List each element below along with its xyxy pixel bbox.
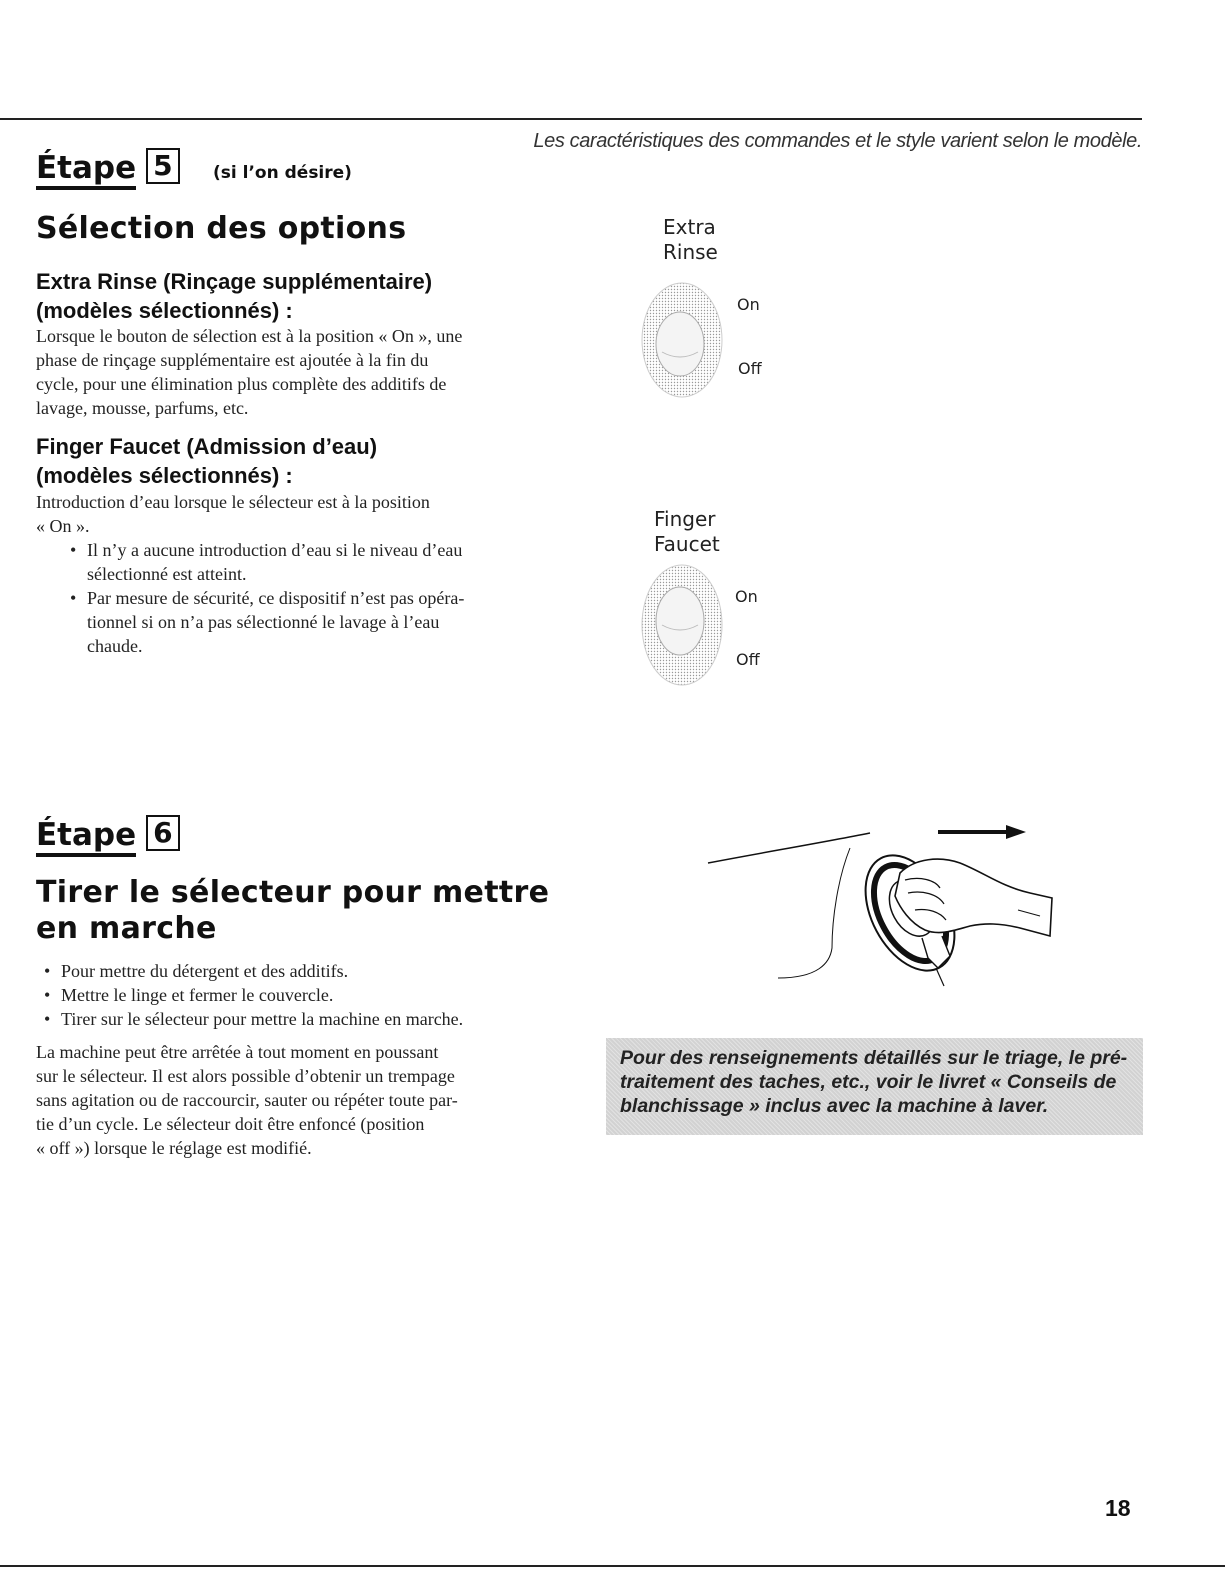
step6-title-line2: en marche (36, 911, 217, 946)
step6-heading (36, 815, 180, 853)
step6-bullets (36, 959, 576, 1031)
extra-rinse-heading (36, 267, 432, 325)
finger-faucet-heading (36, 432, 377, 490)
step5-heading (36, 148, 180, 186)
model-note: Les caractéristiques des commandes et le style varient selon le modèle. (533, 130, 1142, 152)
extra-rinse-heading-line1: Extra Rinse (Rinçage supplémentaire) (36, 269, 433, 294)
step6-body-line: sans agitation ou de raccourcir, sauter ou répéter toute par- (36, 1090, 458, 1110)
extra-rinse-heading-line2: (modèles sélectionnés) : (36, 298, 293, 323)
step5-qualifier: (si l’on désire) (213, 163, 352, 183)
step5-number: 5 (146, 148, 179, 184)
finger-faucet-body-line: « On ». (36, 516, 90, 536)
dial-title-line: Finger (654, 507, 716, 531)
finger-faucet-body (36, 490, 566, 538)
list-item (62, 586, 562, 658)
laundry-tips-note (606, 1038, 1143, 1135)
dial-title-line: Extra (663, 215, 716, 239)
step5-title: Sélection des options (36, 211, 407, 246)
step6-title (36, 875, 549, 947)
bullet-line: sélectionné est atteint. (87, 564, 247, 584)
bullet-line: tionnel si on n’a pas sélectionné le lavage à l’eau (87, 612, 440, 632)
note-line: blanchissage » inclus avec la machine à laver. (620, 1095, 1049, 1117)
finger-faucet-heading-line1: Finger Faucet (Admission d’eau) (36, 434, 378, 459)
list-item: • Pour mettre du détergent et des additifs. (36, 959, 576, 983)
finger-faucet-off-label: Off (736, 650, 760, 669)
step6-body-line: La machine peut être arrêtée à tout moment en poussant (36, 1042, 439, 1062)
extra-rinse-dial-icon[interactable] (640, 282, 740, 402)
extra-rinse-body-line: cycle, pour une élimination plus complète des additifs de (36, 374, 447, 394)
dial-title-line: Rinse (663, 240, 718, 264)
extra-rinse-dial-title (663, 215, 718, 265)
top-rule (0, 118, 1142, 120)
extra-rinse-body-line: phase de rinçage supplémentaire est ajoutée à la fin du (36, 350, 429, 370)
list-item: • Tirer sur le sélecteur pour mettre la machine en marche. (36, 1007, 576, 1031)
bullet-line: • Par mesure de sécurité, ce dispositif n’est pas opéra- (87, 588, 465, 608)
extra-rinse-off-label: Off (738, 359, 762, 378)
step6-body-line: sur le sélecteur. Il est alors possible d’obtenir un trempage (36, 1066, 455, 1086)
finger-faucet-heading-line2: (modèles sélectionnés) : (36, 463, 293, 488)
finger-faucet-on-label: On (735, 587, 758, 606)
bullet-line: chaude. (87, 636, 143, 656)
step6-number: 6 (146, 815, 179, 851)
extra-rinse-body-line: Lorsque le bouton de sélection est à la position « On », une (36, 326, 463, 346)
list-item: • Mettre le linge et fermer le couvercle. (36, 983, 576, 1007)
finger-faucet-bullets (62, 538, 562, 658)
extra-rinse-body (36, 324, 566, 420)
step5-word: Étape (36, 150, 136, 190)
finger-faucet-dial-icon[interactable] (638, 563, 738, 691)
step6-word: Étape (36, 817, 136, 857)
note-line: Pour des renseignements détaillés sur le triage, le pré- (620, 1047, 1128, 1069)
step6-body-line: « off ») lorsque le réglage est modifié. (36, 1138, 312, 1158)
pull-arrow-head (1006, 825, 1026, 839)
step6-body (36, 1040, 576, 1160)
finger-faucet-body-line: Introduction d’eau lorsque le sélecteur est à la position (36, 492, 430, 512)
step6-body-line: tie d’un cycle. Le sélecteur doit être enfoncé (position (36, 1114, 425, 1134)
hand-pulling-knob-illustration (700, 818, 1070, 993)
bullet-line: • Il n’y a aucune introduction d’eau si le niveau d’eau (87, 540, 463, 560)
bottom-rule (0, 1565, 1225, 1567)
note-line: traitement des taches, etc., voir le livret « Conseils de (620, 1071, 1117, 1093)
step6-title-line1: Tirer le sélecteur pour mettre (36, 875, 550, 910)
finger-faucet-dial-title (654, 507, 720, 557)
extra-rinse-body-line: lavage, mousse, parfums, etc. (36, 398, 249, 418)
page-number: 18 (1105, 1495, 1131, 1521)
list-item (62, 538, 562, 586)
extra-rinse-on-label: On (737, 295, 760, 314)
dial-title-line: Faucet (654, 532, 720, 556)
